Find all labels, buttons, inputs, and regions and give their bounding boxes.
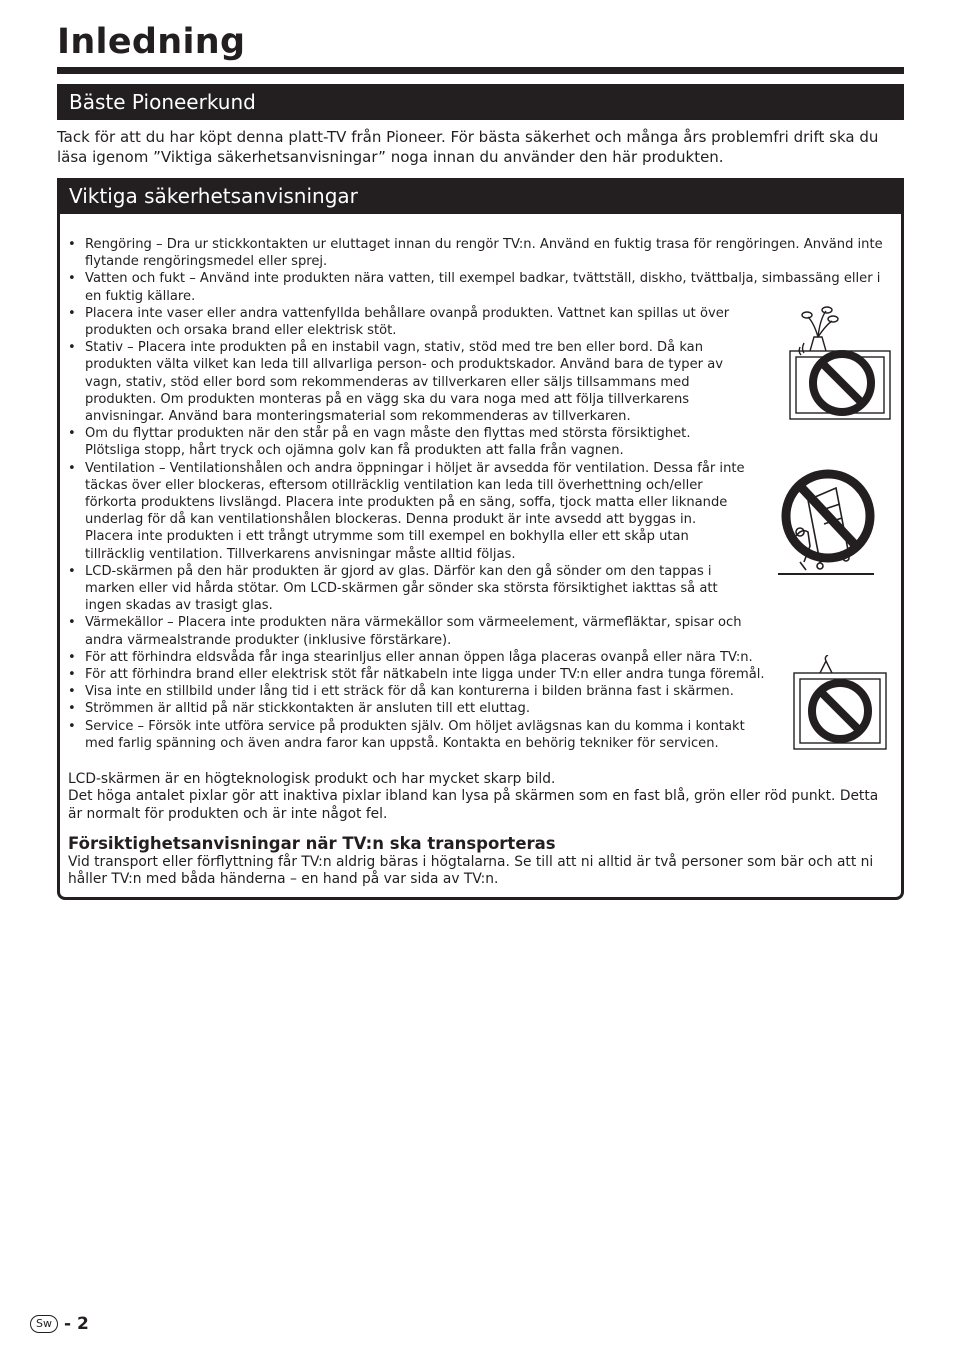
lcd-note-line1: LCD-skärmen är en högteknologisk produkt och har mycket skarp bild. [68, 771, 556, 787]
list-item: • Placera inte vaser eller andra vattenfyllda behållare ovanpå produkten. Vattnet kan spillas ut över produkten och orsaka brand eller elektrisk stöt. [64, 305, 894, 339]
list-item: • Visa inte en stillbild under lång tid i ett sträck för då kan konturerna i bilden bränna fast i skärmen. [64, 683, 894, 700]
no-vase-on-tv-icon [770, 305, 895, 425]
list-item: • Stativ – Placera inte produkten på en instabil vagn, stativ, stöd med tre ben eller bord. Då kan produkten välta vilket kan leda till allvarliga person- och produktskador. Använd bara de typer av vagn, stativ, stöd eller bord som rekommenderas av tillverkaren eller säljs tillsammans med produkten. Om produkten monteras på en vägg ska du vara noga med att följa tillverkarens anvisningar. Använd bara monteringsmaterial som rekommenderas av tillverkaren. [64, 339, 894, 425]
lcd-note-line2: Det höga antalet pixlar gör att inaktiva pixlar ibland kan lysa på skärmen som en fast blå, grön eller röd punkt. Detta är normalt för produkten och är inte något fel. [68, 788, 879, 822]
transport-heading: Försiktighetsanvisningar när TV:n ska transporteras [68, 834, 556, 853]
list-item: • Strömmen är alltid på när stickkontakten är ansluten till ett eluttag. [64, 700, 894, 717]
list-item: • För att förhindra brand eller elektrisk stöt får nätkabeln inte ligga under TV:n eller andra tunga föremål. [64, 666, 894, 683]
section-heading-safety: Viktiga säkerhetsanvisningar [57, 178, 904, 214]
section-heading-dear-customer: Bäste Pioneerkund [57, 84, 904, 120]
page-title: Inledning [57, 22, 246, 62]
page-footer [30, 1313, 89, 1335]
intro-text: Tack för att du har köpt denna platt-TV från Pioneer. För bästa säkerhet och många års problemfri drift ska du läsa igenom ”Viktiga säkerhetsanvisningar” noga innan du använder den här produkten. [57, 128, 879, 166]
list-item: • För att förhindra eldsvåda får inga stearinljus eller annan öppen låga placeras ovanpå eller nära TV:n. [64, 649, 894, 666]
title-rule [57, 67, 904, 74]
no-still-image-icon [790, 655, 890, 755]
transport-text: Vid transport eller förflyttning får TV:n aldrig bäras i högtalarna. Se till att ni alltid är två personer som bär och att ni håller TV:n med båda händerna – en hand på var sida av TV:n. [68, 854, 874, 888]
list-item: • Rengöring – Dra ur stickkontakten ur eluttaget innan du rengör TV:n. Använd en fuktig trasa för rengöringen. Använd inte flytande rengöringsmedel eller sprej. [64, 236, 894, 270]
no-unstable-cart-icon [778, 460, 878, 580]
list-item: • LCD-skärmen på den här produkten är gjord av glas. Därför kan den gå sönder om den tappas i marken eller vid hårda stötar. Om LCD-skärmen går sönder ska största försiktighet iakttas så att ingen skadas av trasigt glas. [64, 563, 894, 615]
list-item: • Värmekällor – Placera inte produkten nära värmekällor som värmeelement, värmefläktar, spisar och andra värmealstrande produkter (inklusive förstärkare). [64, 614, 894, 648]
list-item: • Ventilation – Ventilationshålen och andra öppningar i höljet är avsedda för ventilation. Dessa får inte täckas över eller blockeras, eftersom otillräcklig ventilation kan leda till överhettning och/eller förkorta produktens livslängd. Placera inte produkten på en säng, soffa, tjock matta eller liknande underlag för då kan ventilationshålen blockeras. Denna produkt är inte avsedd att byggas in. Placera inte produkten i ett trångt utrymme som till exempel en bokhylla eller ett skåp utan tillräcklig ventilation. Tillverkarens anvisningar måste alltid följas. [64, 460, 894, 563]
language-badge: Sw [30, 1315, 58, 1333]
page-number: - 2 [64, 1314, 89, 1334]
list-item: • Om du flyttar produkten när den står på en vagn måste den flyttas med största försiktighet. Plötsliga stopp, hårt tryck och ojämna golv kan få produkten att falla från vagnen. [64, 425, 894, 459]
lcd-note [68, 771, 894, 823]
list-item: • Service – Försök inte utföra service på produkten själv. Om höljet avlägsnas kan du komma i kontakt med farlig spänning och även andra faror kan uppstå. Kontakta en behörig tekniker för servicen. [64, 718, 894, 752]
list-item: • Vatten och fukt – Använd inte produkten nära vatten, till exempel badkar, tvättställ, diskho, tvättbalja, simbassäng eller i en fuktig källare. [64, 270, 894, 304]
